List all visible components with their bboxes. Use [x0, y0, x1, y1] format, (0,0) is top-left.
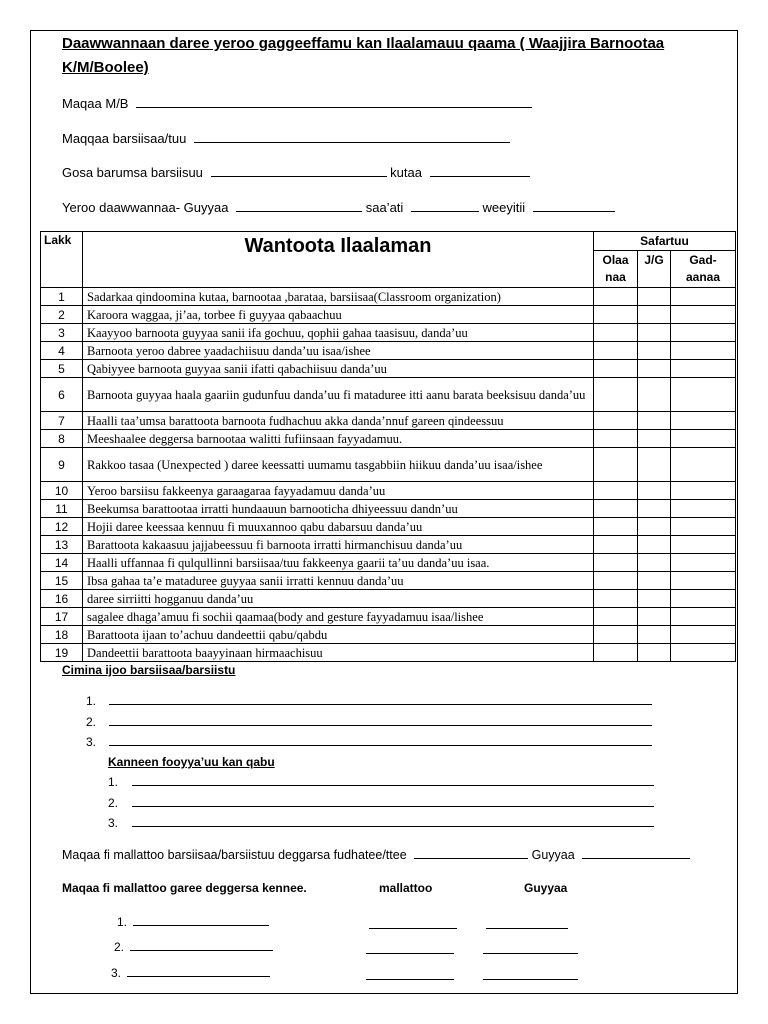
rating-olaanaa-cell[interactable] [594, 608, 638, 626]
rating-jg-cell[interactable] [638, 342, 671, 360]
fill-line[interactable] [533, 201, 615, 212]
signoff-guyyaa-heading: Guyyaa [524, 881, 568, 895]
signoff-guyyaa-label: Guyyaa [531, 848, 575, 862]
row-text: Rakkoo tasaa (Unexpected ) daree keessatti uumamu tasgabbiin hiikuu danda’uu isaa/ishee [83, 448, 594, 482]
row-number: 6 [41, 378, 83, 412]
row-text: Sadarkaa qindoomina kutaa, barnootaa ,barataa, barsiisaa(Classroom organization) [83, 288, 594, 306]
signoff-row-1[interactable] [117, 915, 269, 929]
rating-olaanaa-cell[interactable] [594, 518, 638, 536]
rating-olaanaa-cell[interactable] [594, 378, 638, 412]
rating-jg-cell[interactable] [638, 306, 671, 324]
row-number: 4 [41, 342, 83, 360]
table-row [41, 572, 736, 590]
table-row [41, 306, 736, 324]
rating-gadaanaa-cell[interactable] [671, 378, 736, 412]
row-number: 10 [41, 482, 83, 500]
rating-gadaanaa-cell[interactable] [671, 482, 736, 500]
row-text: Meeshaalee deggersa barnootaa walitti fufiinsaan fayyadamuu. [83, 430, 594, 448]
rating-olaanaa-cell[interactable] [594, 572, 638, 590]
rating-gadaanaa-cell[interactable] [671, 288, 736, 306]
rating-olaanaa-cell[interactable] [594, 482, 638, 500]
rating-gadaanaa-cell[interactable] [671, 412, 736, 430]
row-text: Dandeettii barattoota baayyinaan hirmaachisuu [83, 644, 594, 662]
guyyaa-line-3[interactable] [483, 969, 578, 980]
field-label: Maqaa M/B [62, 96, 129, 111]
field-label: Maqqaa barsiisaa/tuu [62, 131, 187, 146]
table-row [41, 482, 736, 500]
evaluation-table [40, 231, 736, 662]
item-number: 3. [111, 966, 122, 980]
item-number: 3. [86, 735, 97, 749]
signoff-mallattoo-heading: mallattoo [379, 881, 433, 895]
guyyaa-line-1[interactable] [486, 918, 568, 929]
fill-line[interactable] [132, 816, 654, 827]
form-title: Daawwannaan daree yeroo gaggeeffamu kan Ilaalamauu qaama ( Waajjira Barnootaa K/M/Boolee) [62, 35, 665, 76]
rating-gadaanaa-cell[interactable] [671, 590, 736, 608]
row-number: 15 [41, 572, 83, 590]
mallattoo-line-2[interactable] [366, 943, 454, 954]
fill-line[interactable] [582, 848, 690, 859]
table-row [41, 518, 736, 536]
table-row [41, 324, 736, 342]
cimina-heading: Cimina ijoo barsiisaa/barsiistu [62, 663, 236, 677]
mallattoo-line-3[interactable] [366, 969, 454, 980]
field-maqaa-mb[interactable] [62, 96, 532, 111]
fill-line[interactable] [430, 166, 530, 177]
row-text: sagalee dhaga’amuu fi sochii qaamaa(body and gesture fayyadamuu isaa/lishee [83, 608, 594, 626]
row-text: Barnoota yeroo dabree yaadachiisuu danda’uu isaa/ishee [83, 342, 594, 360]
rating-jg-cell[interactable] [638, 518, 671, 536]
rating-olaanaa-cell[interactable] [594, 360, 638, 378]
fill-line[interactable] [132, 796, 654, 807]
rating-gadaanaa-cell[interactable] [671, 324, 736, 342]
fill-line[interactable] [194, 132, 510, 143]
fill-line[interactable] [132, 775, 654, 786]
row-text: Haalli uffannaa fi qulqullinni barsiisaa/tuu fakkeenya gaarii ta’uu danda’uu isaa. [83, 554, 594, 572]
rating-gadaanaa-cell[interactable] [671, 306, 736, 324]
item-number: 1. [117, 915, 128, 929]
rating-olaanaa-cell[interactable] [594, 412, 638, 430]
item-number: 3. [108, 816, 119, 830]
rating-gadaanaa-cell[interactable] [671, 500, 736, 518]
rating-jg-cell[interactable] [638, 448, 671, 482]
row-number: 1 [41, 288, 83, 306]
rating-jg-cell[interactable] [638, 500, 671, 518]
col-header-safartuu: Safartuu [594, 232, 736, 251]
table-row [41, 500, 736, 518]
rating-jg-cell[interactable] [638, 324, 671, 342]
row-text: Yeroo barsiisu fakkeenya garaagaraa fayyadamuu danda’uu [83, 482, 594, 500]
rating-jg-cell[interactable] [638, 608, 671, 626]
rating-jg-cell[interactable] [638, 590, 671, 608]
field-label: Yeroo daawwannaa- Guyyaa [62, 200, 229, 215]
rating-gadaanaa-cell[interactable] [671, 518, 736, 536]
row-number: 19 [41, 644, 83, 662]
row-number: 12 [41, 518, 83, 536]
item-number: 1. [108, 775, 119, 789]
fill-line[interactable] [411, 201, 479, 212]
signoff-recipient[interactable] [62, 848, 690, 862]
fill-line[interactable] [414, 848, 528, 859]
row-number: 7 [41, 412, 83, 430]
row-text: daree sirriitti hogganuu danda’uu [83, 590, 594, 608]
table-row [41, 554, 736, 572]
rating-olaanaa-cell[interactable] [594, 448, 638, 482]
col-header-jg: J/G [638, 251, 671, 288]
rating-jg-cell[interactable] [638, 412, 671, 430]
field-maqqaa-barsiisaa[interactable] [62, 131, 510, 146]
rating-gadaanaa-cell[interactable] [671, 536, 736, 554]
name-line[interactable] [130, 940, 273, 951]
rating-jg-cell[interactable] [638, 360, 671, 378]
field-label: kutaa [390, 165, 422, 180]
table-row [41, 590, 736, 608]
rating-olaanaa-cell[interactable] [594, 644, 638, 662]
table-row [41, 412, 736, 430]
kanneen-item-1[interactable] [108, 775, 654, 789]
rating-gadaanaa-cell[interactable] [671, 572, 736, 590]
item-number: 2. [108, 796, 119, 810]
row-text: Karoora waggaa, ji’aa, torbee fi guyyaa qabaachuu [83, 306, 594, 324]
rating-olaanaa-cell[interactable] [594, 536, 638, 554]
item-number: 2. [86, 715, 97, 729]
row-number: 3 [41, 324, 83, 342]
table-row [41, 626, 736, 644]
rating-jg-cell[interactable] [638, 572, 671, 590]
row-number: 18 [41, 626, 83, 644]
row-number: 9 [41, 448, 83, 482]
cimina-item-3[interactable] [86, 735, 652, 749]
name-line[interactable] [133, 915, 269, 926]
item-number: 1. [86, 694, 97, 708]
rating-olaanaa-cell[interactable] [594, 342, 638, 360]
signoff-row-2[interactable] [114, 940, 273, 954]
signoff-row-3[interactable] [111, 966, 270, 980]
row-number: 11 [41, 500, 83, 518]
row-text: Hojii daree keessaa kennuu fi muuxannoo qabu dabarsuu danda’uu [83, 518, 594, 536]
rating-jg-cell[interactable] [638, 554, 671, 572]
rating-jg-cell[interactable] [638, 626, 671, 644]
rating-olaanaa-cell[interactable] [594, 288, 638, 306]
cimina-item-1[interactable] [86, 694, 652, 708]
col-header-gadaanaa: Gad-aanaa [671, 251, 736, 288]
field-gosa-barumsa[interactable] [62, 165, 530, 180]
rating-gadaanaa-cell[interactable] [671, 554, 736, 572]
col-header-olaanaa: Olaa naa [594, 251, 638, 288]
table-row [41, 448, 736, 482]
rating-gadaanaa-cell[interactable] [671, 608, 736, 626]
kanneen-item-3[interactable] [108, 816, 654, 830]
fill-line[interactable] [109, 735, 652, 746]
rating-jg-cell[interactable] [638, 482, 671, 500]
col-header-lakk: Lakk [41, 232, 83, 288]
table-row [41, 342, 736, 360]
table-row [41, 608, 736, 626]
field-label: Gosa barumsa barsiisuu [62, 165, 203, 180]
row-number: 16 [41, 590, 83, 608]
row-text: Qabiyyee barnoota guyyaa sanii ifatti qabachiisuu danda’uu [83, 360, 594, 378]
col-header-title: Wantoota Ilaalaman [83, 232, 594, 288]
rating-gadaanaa-cell[interactable] [671, 430, 736, 448]
rating-jg-cell[interactable] [638, 378, 671, 412]
table-row [41, 536, 736, 554]
rating-gadaanaa-cell[interactable] [671, 626, 736, 644]
row-text: Barattoota ijaan to’achuu dandeettii qabu/qabdu [83, 626, 594, 644]
signoff-group-heading: Maqaa fi mallattoo garee deggersa kennee. [62, 881, 307, 895]
row-text: Barnoota guyyaa haala gaariin gudunfuu danda’uu fi mataduree itti aanu barata beeksisuu danda’uu [83, 378, 594, 412]
row-text: Barattoota kakaasuu jajjabeessuu fi barnoota irratti hirmanchisuu danda’uu [83, 536, 594, 554]
kanneen-item-2[interactable] [108, 796, 654, 810]
rating-olaanaa-cell[interactable] [594, 430, 638, 448]
table-row [41, 288, 736, 306]
rating-olaanaa-cell[interactable] [594, 306, 638, 324]
rating-gadaanaa-cell[interactable] [671, 448, 736, 482]
rating-gadaanaa-cell[interactable] [671, 360, 736, 378]
fill-line[interactable] [109, 694, 652, 705]
rating-olaanaa-cell[interactable] [594, 500, 638, 518]
field-yeroo[interactable] [62, 200, 615, 215]
table-row [41, 644, 736, 662]
table-row [41, 360, 736, 378]
row-number: 17 [41, 608, 83, 626]
rating-gadaanaa-cell[interactable] [671, 342, 736, 360]
rating-olaanaa-cell[interactable] [594, 626, 638, 644]
fill-line[interactable] [109, 715, 652, 726]
field-label: weeyitii [482, 200, 526, 215]
fill-line[interactable] [136, 97, 532, 108]
rating-olaanaa-cell[interactable] [594, 324, 638, 342]
row-number: 14 [41, 554, 83, 572]
rating-olaanaa-cell[interactable] [594, 590, 638, 608]
guyyaa-line-2[interactable] [483, 943, 578, 954]
rating-gadaanaa-cell[interactable] [671, 644, 736, 662]
cimina-item-2[interactable] [86, 715, 652, 729]
fill-line[interactable] [211, 166, 387, 177]
table-row [41, 378, 736, 412]
rating-jg-cell[interactable] [638, 430, 671, 448]
row-text: Ibsa gahaa ta’e mataduree guyyaa sanii irratti kennuu danda’uu [83, 572, 594, 590]
table-row [41, 430, 736, 448]
signoff-label: Maqaa fi mallattoo barsiisaa/barsiistuu deggarsa fudhatee/ttee [62, 848, 407, 862]
kanneen-heading: Kanneen fooyya’uu kan qabu [108, 755, 275, 769]
row-text: Kaayyoo barnoota guyyaa sanii ifa gochuu, qophii gahaa taasisuu, danda’uu [83, 324, 594, 342]
name-line[interactable] [127, 966, 270, 977]
row-text: Haalli taa’umsa barattoota barnoota fudhachuu akka danda’nnuf gareen qindeessuu [83, 412, 594, 430]
row-number: 5 [41, 360, 83, 378]
rating-jg-cell[interactable] [638, 288, 671, 306]
rating-olaanaa-cell[interactable] [594, 554, 638, 572]
row-number: 2 [41, 306, 83, 324]
row-number: 8 [41, 430, 83, 448]
row-number: 13 [41, 536, 83, 554]
row-text: Beekumsa barattootaa irratti hundaauun barnooticha dhiyeessuu dandn’uu [83, 500, 594, 518]
mallattoo-line-1[interactable] [369, 918, 457, 929]
item-number: 2. [114, 940, 125, 954]
rating-jg-cell[interactable] [638, 536, 671, 554]
rating-jg-cell[interactable] [638, 644, 671, 662]
field-label: saa’ati [365, 200, 404, 215]
fill-line[interactable] [236, 201, 362, 212]
